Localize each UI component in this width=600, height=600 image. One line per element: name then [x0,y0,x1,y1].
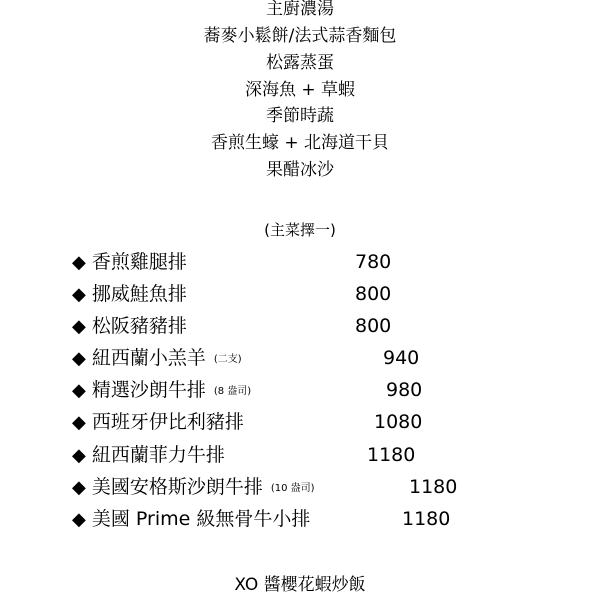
diamond-bullet-icon: ◆ [72,380,86,401]
main-item-price: 800 [355,283,392,305]
main-item [72,474,315,500]
main-item-price: 1180 [402,508,451,530]
diamond-bullet-icon: ◆ [72,316,86,337]
main-item [72,249,187,275]
course-item: 蕎麥小鬆餅/法式蒜香麵包 [203,26,397,46]
main-item-price: 1180 [367,444,416,466]
main-item-name: 美國 Prime 級無骨牛小排 [91,508,311,530]
main-item-note: (8 盎司) [213,386,252,397]
course-item: 果醋冰沙 [266,160,334,180]
diamond-bullet-icon: ◆ [72,445,86,466]
main-item-price: 940 [383,347,420,369]
main-item-name: 西班牙伊比利豬排 [91,411,244,433]
main-item-name: 紐西蘭小羔羊 [91,347,206,369]
main-item-price: 1080 [374,411,423,433]
diamond-bullet-icon: ◆ [72,509,86,530]
main-item [72,313,187,339]
footer-dish: XO 醬櫻花蝦炒飯 [234,575,366,595]
main-item-note: (10 盎司) [270,483,315,494]
diamond-bullet-icon: ◆ [72,348,86,369]
main-item [72,409,244,435]
main-item-price: 780 [355,251,392,273]
diamond-bullet-icon: ◆ [72,477,86,498]
course-item: 主廚濃湯 [266,0,334,19]
main-item [72,377,251,403]
main-item-price: 1180 [409,476,458,498]
main-item-name: 香煎雞腿排 [91,251,187,273]
main-item [72,281,187,307]
diamond-bullet-icon: ◆ [72,412,86,433]
main-item [72,506,310,532]
main-item-note: (二支) [213,354,242,365]
main-item-name: 松阪豬豬排 [91,315,187,337]
main-item-price: 800 [355,315,392,337]
course-item: 香煎生蠔 + 北海道干貝 [210,133,390,153]
diamond-bullet-icon: ◆ [72,252,86,273]
course-item: 深海魚 + 草蝦 [244,80,356,100]
main-item-name: 精選沙朗牛排 [91,379,206,401]
main-course-heading: (主菜擇一) [264,221,336,239]
main-item-name: 紐西蘭菲力牛排 [91,444,225,466]
course-item: 松露蒸蛋 [266,53,334,73]
main-item-price: 980 [386,379,423,401]
course-item: 季節時蔬 [266,106,334,126]
main-item-name: 挪威鮭魚排 [91,283,187,305]
main-item [72,345,242,371]
main-item-name: 美國安格斯沙朗牛排 [91,476,263,498]
diamond-bullet-icon: ◆ [72,284,86,305]
main-item [72,442,225,468]
